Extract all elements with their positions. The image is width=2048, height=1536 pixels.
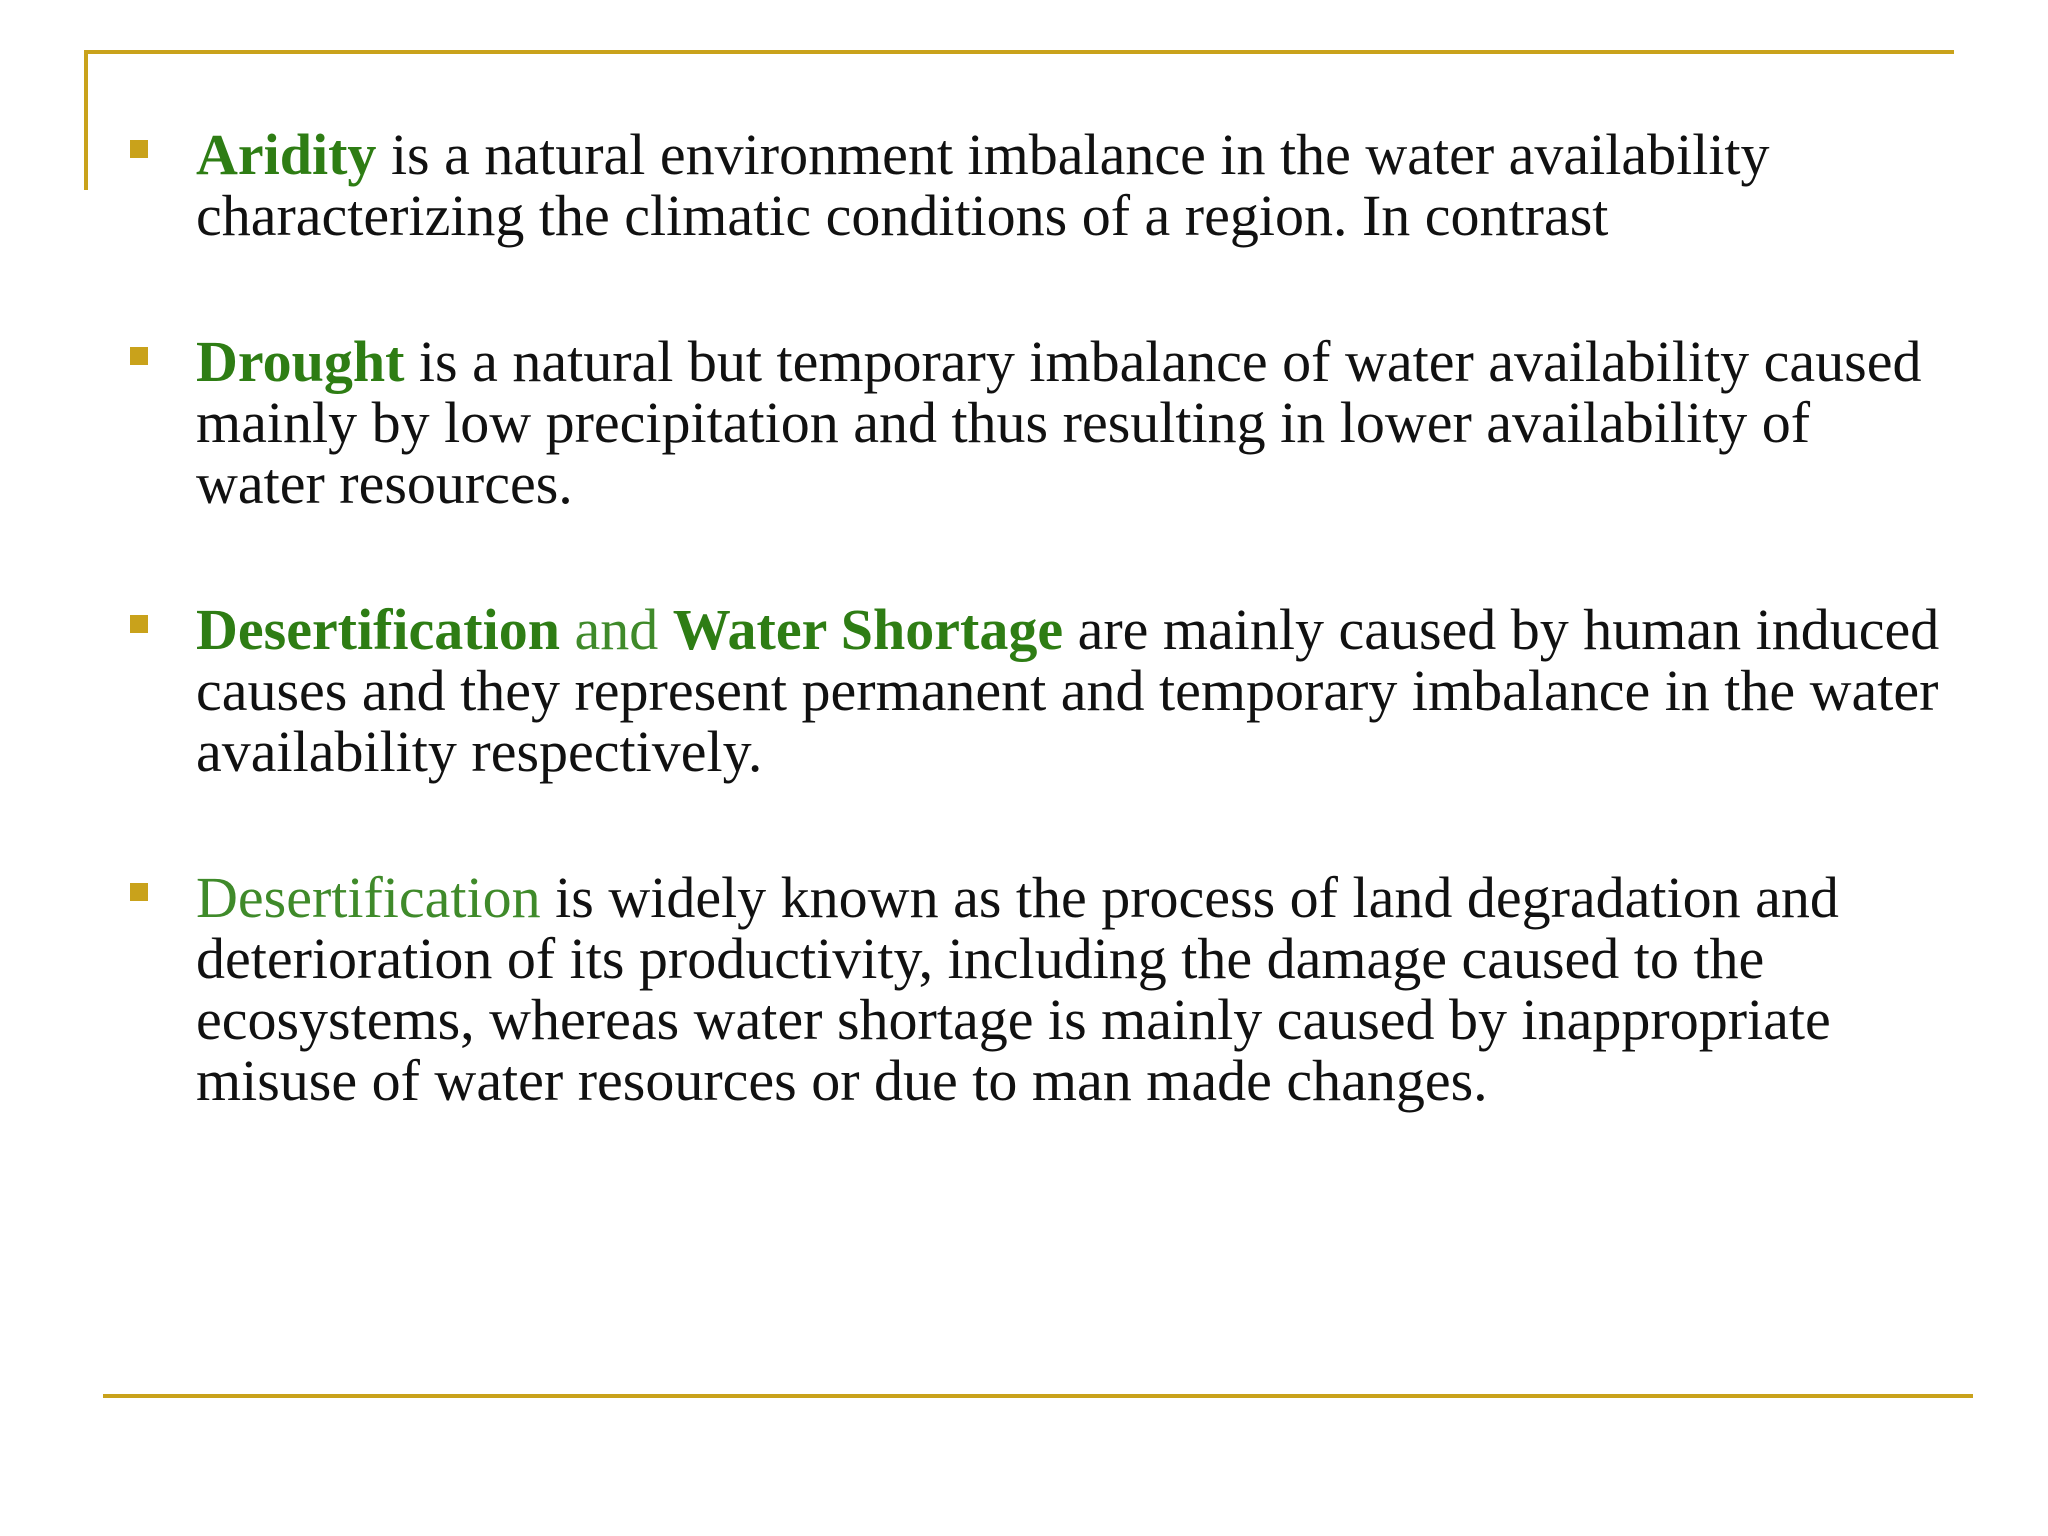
slide-frame-left-line bbox=[84, 50, 88, 190]
term-water-shortage: Water Shortage bbox=[672, 597, 1064, 662]
term-drought: Drought bbox=[196, 329, 405, 394]
term-aridity: Aridity bbox=[196, 122, 377, 187]
term-desertification: Desertification bbox=[196, 597, 560, 662]
bullet-aridity bbox=[126, 124, 1946, 246]
bullet-desertification-definition bbox=[126, 867, 1946, 1111]
bullet-text: is a natural but temporary imbalance of water availability caused mainly by low precipitation and thus resulting in lower availability of water resources. bbox=[196, 329, 1922, 516]
square-bullet-icon bbox=[130, 615, 148, 633]
connector-and: and bbox=[559, 597, 673, 662]
slide-frame-bottom-line bbox=[103, 1394, 1973, 1398]
bullet-text: are mainly caused by human induced causes and they represent permanent and temporary imbalance in the water availability respectively. bbox=[196, 597, 1940, 784]
bullet-list bbox=[126, 124, 1946, 1111]
term-desertification: Desertification bbox=[196, 865, 541, 930]
square-bullet-icon bbox=[130, 347, 148, 365]
bullet-desertification-water-shortage bbox=[126, 599, 1946, 782]
bullet-text: is widely known as the process of land degradation and deterioration of its productivity, including the damage caused to the ecosystems, whereas water shortage is mainly caused by inappropriate misuse of water resources or due to man made changes. bbox=[196, 865, 1839, 1113]
slide-frame-top-line bbox=[84, 50, 1954, 54]
bullet-drought bbox=[126, 331, 1946, 514]
square-bullet-icon bbox=[130, 140, 148, 158]
bullet-text: is a natural environment imbalance in the water availability characterizing the climatic conditions of a region. In contrast bbox=[196, 122, 1770, 248]
square-bullet-icon bbox=[130, 883, 148, 901]
